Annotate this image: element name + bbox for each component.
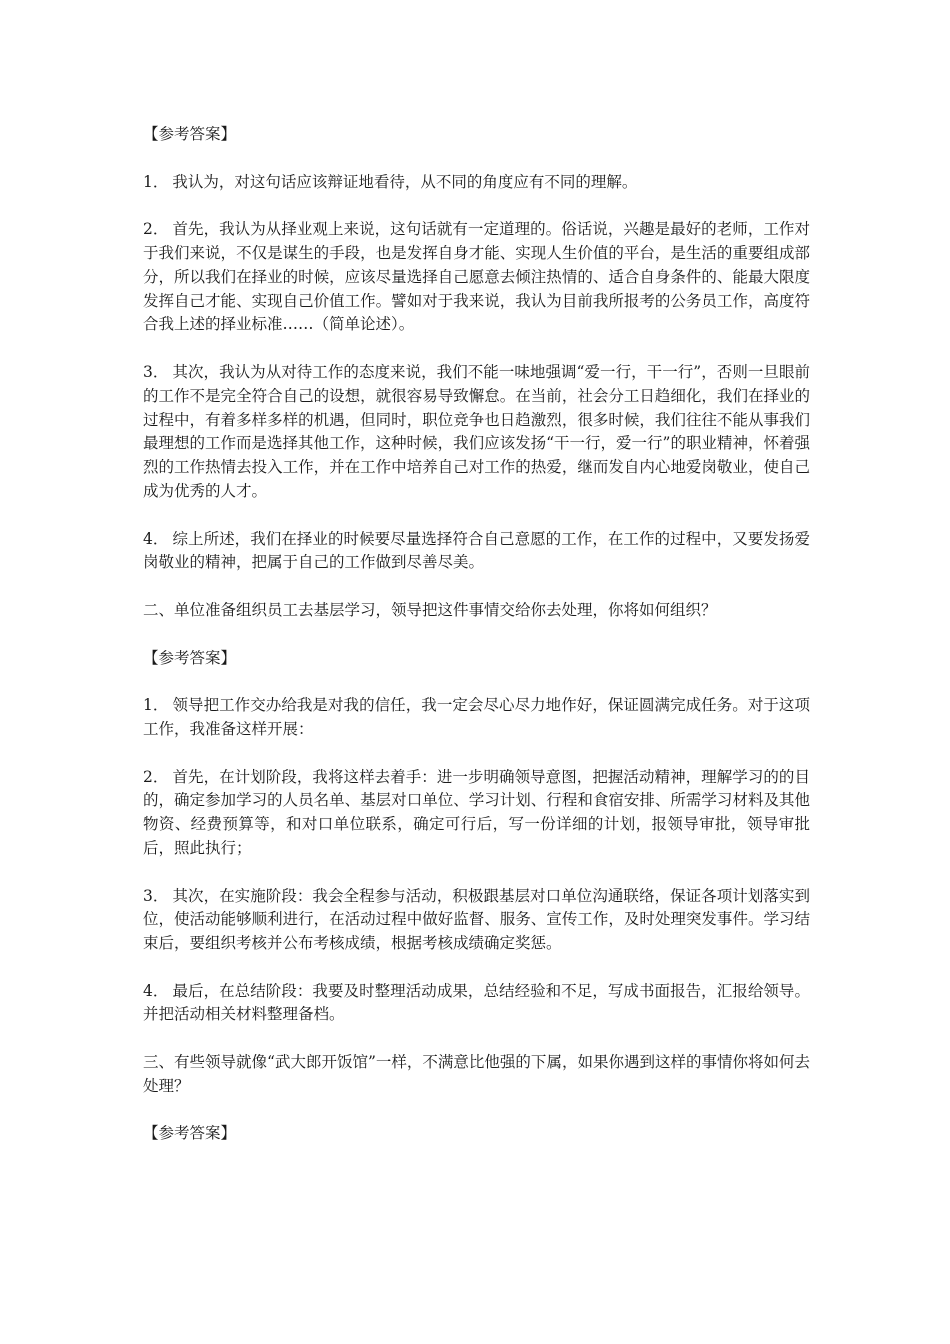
item-number: 3． [143, 886, 169, 905]
item-text: 其次，我认为从对待工作的态度来说，我们不能一味地强调“爱一行，干一行”，否则一旦眼前的工作不是完全符合自己的设想，就很容易导致懈怠。在当前，社会分工日趋细化，我们在择业的过程中，有着多样多样的机遇，但同时，职位竞争也日趋激烈，很多时候，我们往往不能从事我们最理想的工作而是选择其他工作，这种时候，我们应该发扬“干一行，爱一行”的职业精神，怀着强烈的工作热情去投入工作，并在工作中培养自己对工作的热爱，继而发自内心地爱岗敬业，使自己成为优秀的人才。 [143, 362, 810, 500]
answer-item-4 [143, 980, 810, 1028]
question-3: 三、有些领导就像“武大郎开饭馆”一样，不满意比他强的下属，如果你遇到这样的事情你将如何去处理？ [143, 1053, 810, 1095]
item-text: 综上所述，我们在择业的时候要尽量选择符合自己意愿的工作，在工作的过程中，又要发扬爱岗敬业的精神，把属于自己的工作做到尽善尽美。 [143, 529, 810, 572]
document-page [143, 123, 810, 1170]
item-text: 最后，在总结阶段：我要及时整理活动成果，总结经验和不足，写成书面报告，汇报给领导。并把活动相关材料整理备档。 [143, 981, 810, 1024]
item-number: 1． [143, 696, 169, 715]
item-number: 4． [143, 529, 169, 548]
item-text: 首先，在计划阶段，我将这样去着手：进一步明确领导意图，把握活动精神，理解学习的的目的，确定参加学习的人员名单、基层对口单位、学习计划、行程和食宿安排、所需学习材料及其他物资、经费预算等，和对口单位联系，确定可行后，写一份详细的计划，报领导审批，领导审批后，照此执行； [143, 767, 810, 857]
answer-heading: 【参考答案】 [143, 648, 237, 667]
item-number: 1． [143, 172, 169, 191]
item-number: 4． [143, 981, 169, 1000]
question-2: 二、单位准备组织员工去基层学习，领导把这件事情交给你去处理，你将如何组织？ [143, 600, 717, 619]
item-text: 其次，在实施阶段：我会全程参与活动，积极跟基层对口单位沟通联络，保证各项计划落实到位，使活动能够顺利进行，在活动过程中做好监督、服务、宣传工作，及时处理突发事件。学习结束后，要组织考核并公布考核成绩，根据考核成绩确定奖惩。 [143, 886, 810, 953]
answer-heading: 【参考答案】 [143, 1124, 237, 1143]
item-number: 3． [143, 362, 169, 381]
answer-item-4 [143, 528, 810, 576]
item-text: 我认为，对这句话应该辩证地看待，从不同的角度应有不同的理解。 [172, 172, 638, 191]
item-text: 领导把工作交办给我是对我的信任，我一定会尽心尽力地作好，保证圆满完成任务。对于这项工作，我准备这样开展： [143, 696, 810, 738]
answer-item-2 [143, 218, 810, 337]
answer-item-1 [143, 171, 810, 195]
item-text: 首先，我认为从择业观上来说，这句话就有一定道理的。俗话说，兴趣是最好的老师，工作对于我们来说，不仅是谋生的手段，也是发挥自身才能、实现人生价值的平台，是生活的重要组成部分，所以我们在择业的时候，应该尽量选择自己愿意去倾注热情的、适合自身条件的、能最大限度发挥自己才能、实现自己价值工作。譬如对于我来说，我认为目前我所报考的公务员工作，高度符合我上述的择业标准……（简单论述）。 [143, 220, 810, 334]
answer-item-1 [143, 694, 810, 742]
answer-item-2 [143, 766, 810, 861]
answer-heading: 【参考答案】 [143, 125, 237, 143]
item-number: 2． [143, 220, 169, 239]
item-number: 2． [143, 767, 169, 786]
answer-item-3 [143, 885, 810, 956]
answer-item-3 [143, 361, 810, 504]
